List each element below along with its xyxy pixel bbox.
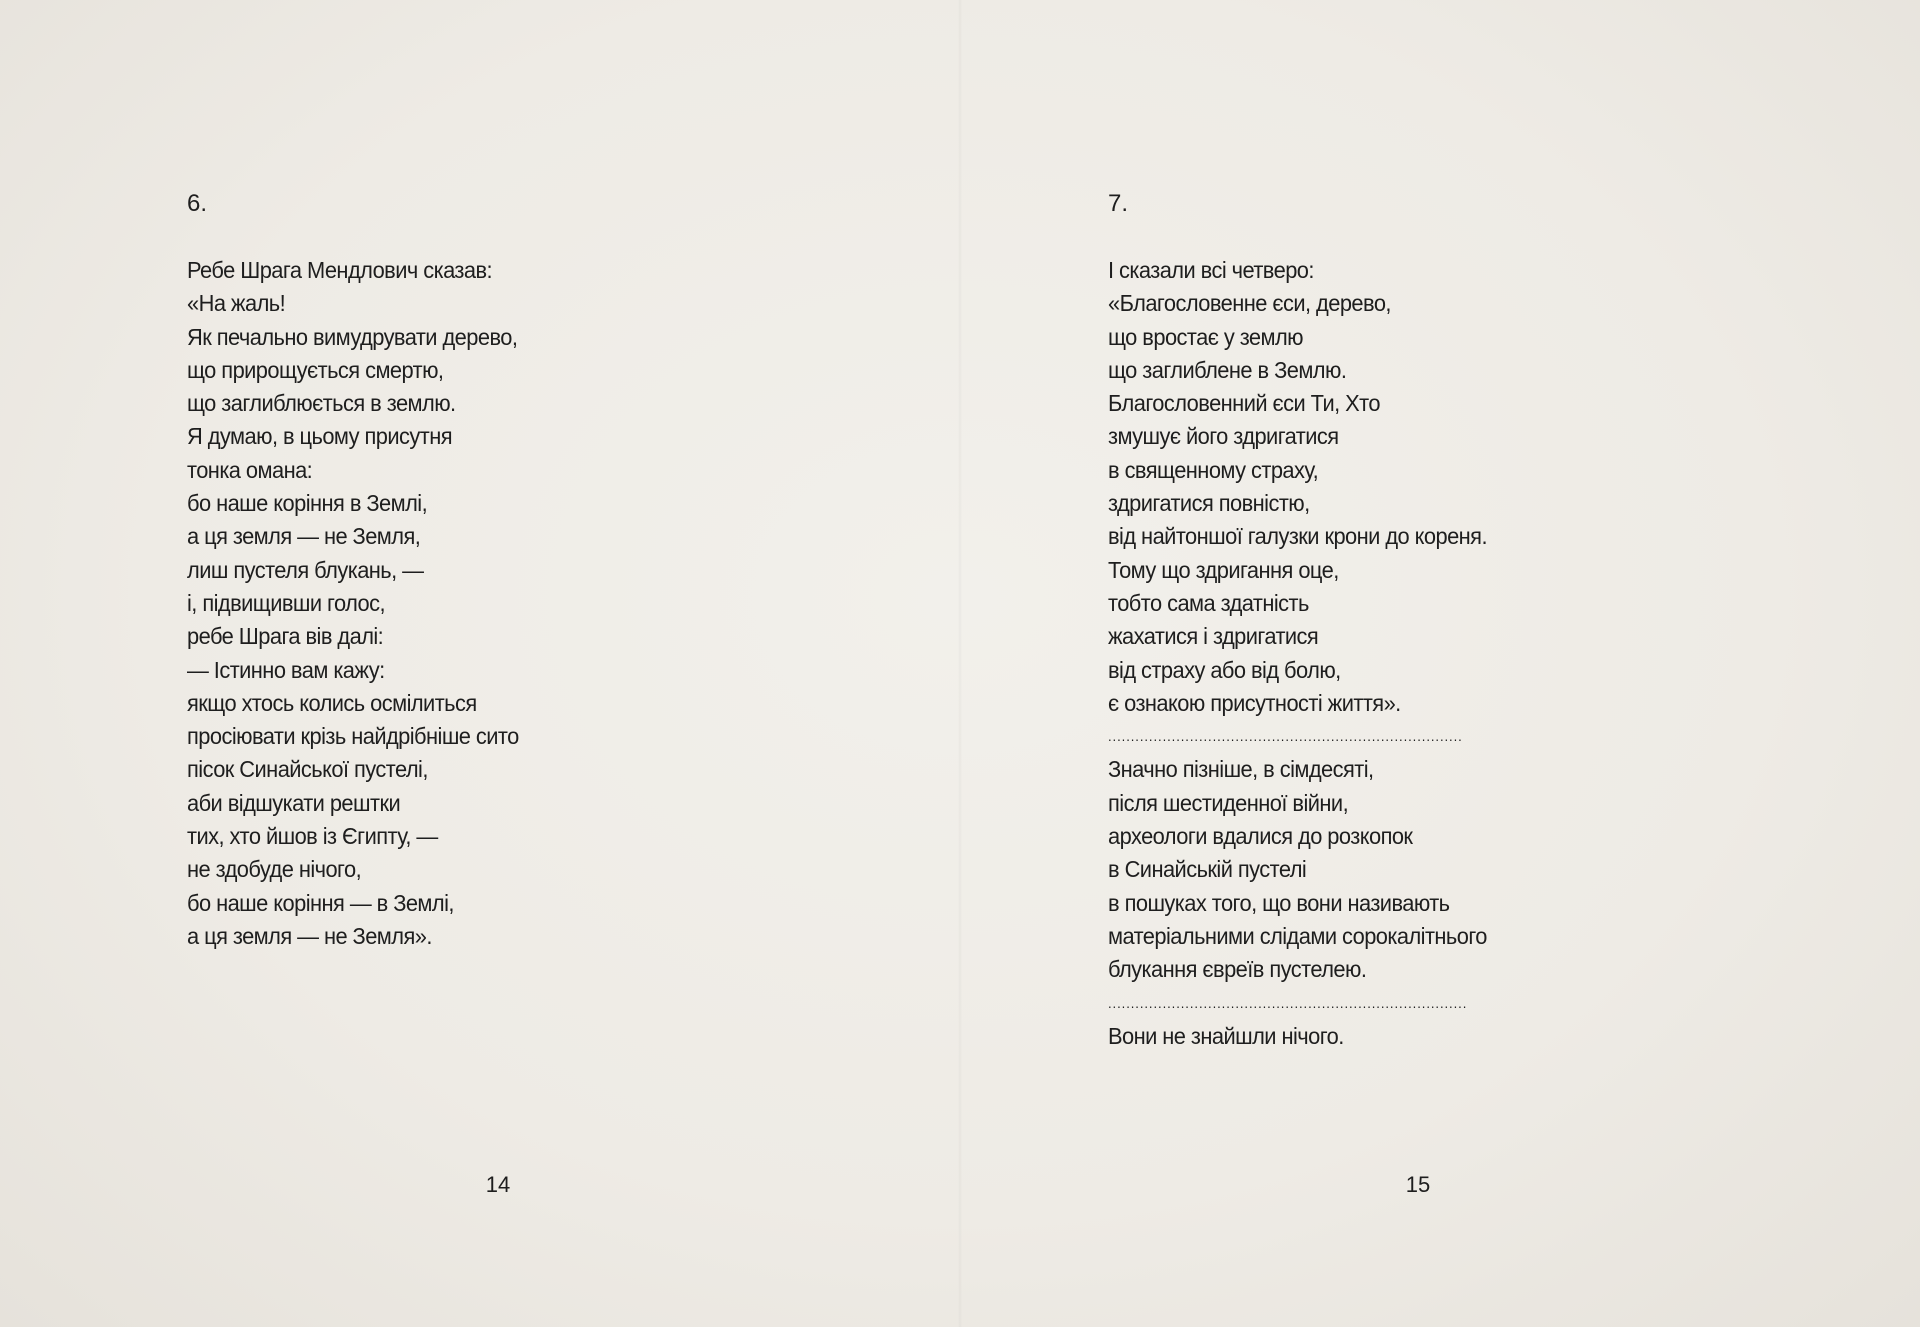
text-line: Тому що здригання оце, (1108, 556, 1339, 583)
section-number: 7. (1108, 190, 1129, 217)
text-line: після шестиденної війни, (1108, 789, 1349, 816)
text-line: ребе Шрага вів далі: (187, 623, 384, 650)
poem-text (187, 254, 519, 953)
right-page (960, 0, 1920, 1327)
text-line: Як печально вимудрувати дерево, (187, 323, 518, 350)
text-line: тобто сама здатність (1108, 589, 1309, 616)
text-line: в Синайській пустелі (1108, 856, 1307, 883)
poem-text (1108, 254, 1487, 1053)
text-line: лиш пустеля блукань, — (187, 556, 424, 583)
text-line: тонка омана: (187, 456, 313, 483)
text-line: тих, хто йшов із Єгипту, — (187, 823, 438, 850)
text-line: змушує його здригатися (1108, 423, 1339, 450)
text-line: не здобуде нічого, (187, 856, 362, 883)
dotted-separator: ............................................................................... (1108, 994, 1468, 1011)
text-line: здригатися повністю, (1108, 490, 1310, 517)
text-line: в пошуках того, що вони називають (1108, 889, 1450, 916)
text-line: що заглиблене в Землю. (1108, 356, 1347, 383)
text-line: що прирощується смертю, (187, 356, 444, 383)
text-line: що заглиблюється в землю. (187, 390, 456, 417)
text-line: від найтоншої галузки крони до кореня. (1108, 523, 1487, 550)
text-line: Вони не знайшли нічого. (1108, 1022, 1344, 1049)
text-line: а ця земля — не Земля». (187, 922, 432, 949)
text-line: в священному страху, (1108, 456, 1319, 483)
text-line: аби відшукати рештки (187, 789, 401, 816)
text-line: є ознакою присутності життя». (1108, 689, 1401, 716)
text-line: — Істинно вам кажу: (187, 656, 385, 683)
text-line: пісок Синайської пустелі, (187, 756, 428, 783)
text-line: матеріальними слідами сорокалітнього (1108, 922, 1487, 949)
page-number: 14 (485, 1172, 511, 1197)
text-line: бо наше коріння — в Землі, (187, 889, 454, 916)
text-line: «На жаль! (187, 290, 286, 317)
text-line: Благословенний єси Ти, Хто (1108, 390, 1380, 417)
text-line: Я думаю, в цьому присутня (187, 423, 453, 450)
text-line: від страху або від болю, (1108, 656, 1341, 683)
page-number: 15 (1405, 1172, 1431, 1197)
text-line: бо наше коріння в Землі, (187, 490, 428, 517)
text-line: якщо хтось колись осмілиться (187, 689, 477, 716)
text-line: археологи вдалися до розкопок (1108, 823, 1413, 850)
text-line: І сказали всі четверо: (1108, 257, 1314, 283)
text-line: Значно пізніше, в сімдесяті, (1108, 756, 1374, 783)
text-line: Ребе Шрага Мендлович сказав: (187, 257, 493, 283)
text-line: і, підвищивши голос, (187, 589, 386, 616)
text-line: просіювати крізь найдрібніше сито (187, 723, 519, 750)
text-line: блукання євреїв пустелею. (1108, 956, 1367, 983)
text-line: «Благословенне єси, дерево, (1108, 290, 1391, 317)
text-line: а ця земля — не Земля, (187, 523, 421, 550)
dotted-separator: .............................................................................. (1108, 728, 1463, 745)
text-line: жахатися і здригатися (1108, 623, 1319, 650)
section-number: 6. (187, 190, 208, 217)
text-line: що вростає у землю (1108, 323, 1304, 350)
